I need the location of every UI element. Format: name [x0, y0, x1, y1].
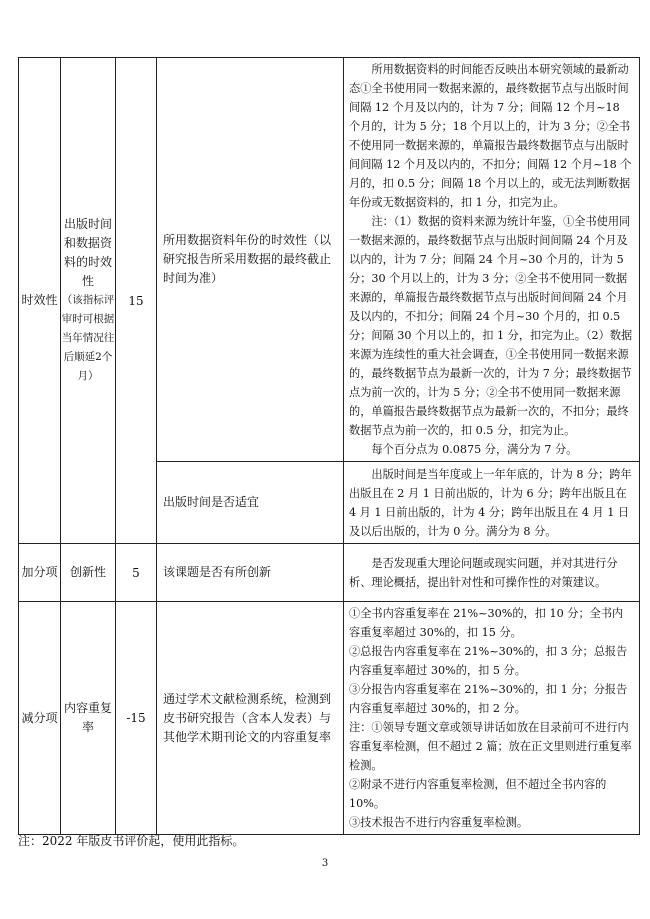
criteria-cell: [157, 602, 344, 835]
rule-paragraph: ②总报告内容重复率在 21%~30%的，扣 3 分；总报告内容重复率超过 30%的，扣 5 分。: [349, 645, 628, 677]
table-row: [19, 58, 640, 462]
criteria-cell: [157, 462, 344, 544]
indicator-cell: [61, 602, 116, 835]
rule-paragraph: 注：①领导专题文章或领导讲话如放在目录前可不进行内容重复率检测，但不超过 2 篇；放在正文里则进行重复率检测。: [349, 721, 632, 772]
indicator-cell: [61, 544, 116, 602]
score-value: -15: [126, 711, 146, 725]
criteria-text: 所用数据资料年份的时效性（以研究报告所采用数据的最终截止时间为准）: [163, 233, 332, 285]
criteria-cell: [157, 544, 344, 602]
criteria-text: 出版时间是否适宜: [163, 495, 260, 509]
indicator-label: 内容重复率: [63, 701, 112, 734]
rules-cell: [344, 602, 640, 835]
footnote: 注：2022 年版皮书评价起，使用此指标。: [18, 834, 245, 848]
criteria-cell: [157, 58, 344, 462]
rules-cell: [344, 58, 640, 462]
evaluation-table: [18, 57, 640, 835]
rule-paragraph: 注：（1）数据的资料来源为统计年鉴，①全书使用同一数据来源的，最终数据节点与出版时间间隔 24 个月及以内的，计为 7 分；间隔 24 个月~30 个月的，计为 5 分；30 个月以上的，计为 3 分；②全书不使用同一数据来源的，单篇报告最终数据节点与出版时间间隔 24 个月及以内的，不扣分；间隔 24 个月~30 个月的，扣 0.5 分；间隔 30 个月以上的，扣 1 分，扣完为止。（2）数据来源为连续性的重大社会调查，①全书使用同一数据来源的，最终数据节点为最新一次的，计为 7 分；最终数据节点为前一次的，计为 5 分；②全书不使用同一数据来源的，单篇报告最终数据节点为最新一次的，不扣分；最终数据节点为前一次的，扣 0.5 分，扣完为止。: [349, 215, 633, 437]
score-cell: [116, 602, 157, 835]
score-value: 5: [132, 565, 140, 580]
score-value: 15: [128, 293, 144, 308]
category-cell: [19, 58, 61, 544]
rule-paragraph: 是否发现重大理论问题或现实问题，并对其进行分析、理论概括，提出针对性和可操作性的对策建议。: [349, 556, 618, 589]
category-label: 加分项: [21, 565, 58, 579]
rule-paragraph: ③分报告内容重复率在 21%~30%的，扣 1 分；分报告内容重复率超过 30%的，扣 2 分。: [349, 683, 628, 715]
category-label: 减分项: [21, 710, 58, 725]
criteria-text: 该课题是否有所创新: [163, 565, 272, 579]
indicator-cell: [61, 58, 116, 544]
category-cell: [19, 544, 61, 602]
table-row: [19, 602, 640, 835]
criteria-text: 通过学术文献检测系统，检测到皮书研究报告（含本人发表）与其他学术期刊论文的内容重复率: [163, 691, 332, 744]
indicator-label: 创新性: [69, 565, 106, 579]
rules-cell: [344, 544, 640, 602]
rule-paragraph: 所用数据资料的时间能否反映出本研究领域的最新动态①全书使用同一数据来源的，最终数据节点与出版时间间隔 12 个月及以内的，计为 7 分；间隔 12 个月~18 个月的，计为 5 分；18 个月以上的，计为 3 分；②全书不使用同一数据来源的，单篇报告最终数据节点与出版时间间隔 12 个月及以内的，不扣分；间隔 12 个月~18 个月的，扣 0.5 分；间隔 18 个月以上的，或无法判断数据年份或无数据资料的，扣 1 分，扣完为止。: [349, 63, 632, 209]
category-label: 时效性: [21, 293, 58, 307]
score-cell: [116, 58, 157, 544]
rule-paragraph: ②附录不进行内容重复率检测，但不超过全书内容的 10%。: [349, 778, 607, 810]
page-number: 3: [321, 858, 329, 869]
rule-paragraph: ①全书内容重复率在 21%~30%的，扣 10 分；全书内容重复率超过 30%的，扣 15 分。: [349, 607, 624, 639]
score-cell: [116, 544, 157, 602]
rule-paragraph: ③技术报告不进行内容重复率检测。: [349, 816, 529, 829]
rule-paragraph: 每个百分点为 0.0875 分，满分为 7 分。: [371, 443, 578, 456]
indicator-note: （该指标评审时可根据当年情况往后顺延2个月）: [61, 294, 115, 382]
rules-cell: [344, 462, 640, 544]
indicator-label: 出版时间和数据资料的时效性: [63, 217, 112, 288]
table-row: [19, 544, 640, 602]
rule-paragraph: 出版时间是当年度或上一年年底的，计为 8 分；跨年出版且在 2 月 1 日前出版的，计为 6 分；跨年出版且在 4 月 1 日前出版的，计为 4 分；跨年出版且在 4 月 1 日及以后出版的，计为 0 分。满分为 8 分。: [349, 467, 632, 538]
category-cell: [19, 602, 61, 835]
